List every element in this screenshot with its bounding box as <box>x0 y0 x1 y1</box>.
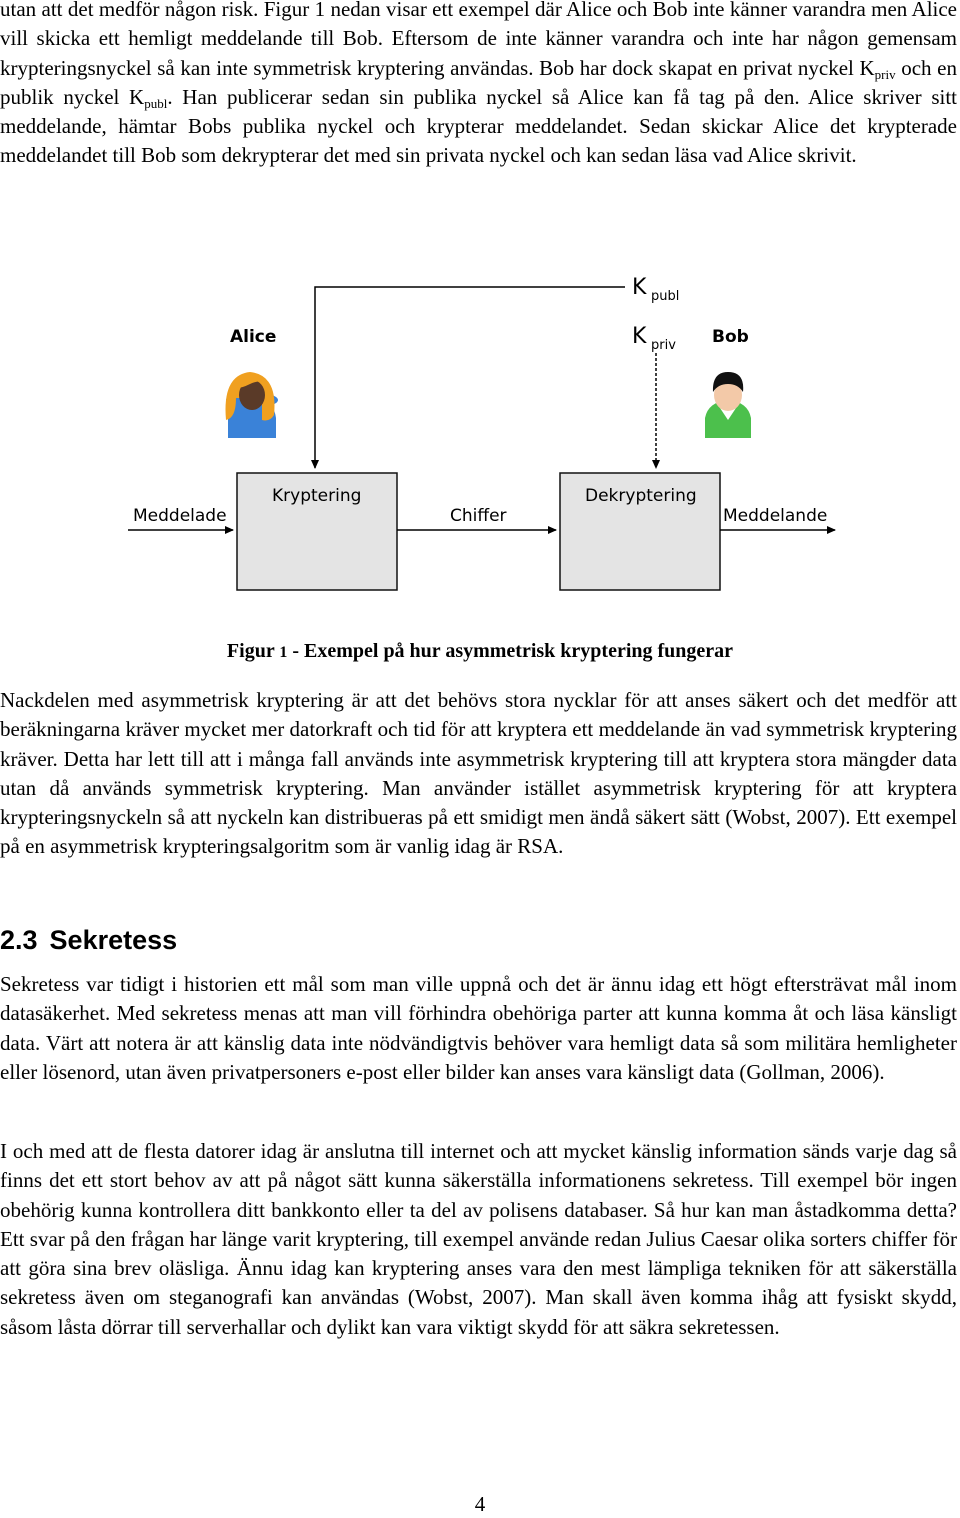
svg-text:priv: priv <box>651 338 676 353</box>
bob-label: Bob <box>712 327 749 347</box>
intro-paragraph: utan att det medför någon risk. Figur 1 nedan visar ett exempel där Alice och Bob inte känner varandra men Alice vill skicka ett hemligt meddelande till Bob. Eftersom de inte känner varandra och inte har någon gemensam krypteringsnyckel så kan inte symmetrisk kryptering användas. Bob har dock skapat en privat nyckel $K_{priv}$ och en publik nyckel $K_{publ}$. Han publicerar sedan sin publika nyckel så Alice kan få tag på den. Alice skriver sitt meddelande, hämtar Bobs publika nyckel och krypterar meddelandet. Sedan skickar Alice det krypterade meddelandet till Bob som dekrypterar det med sin privata nyckel och kan sedan läsa vad Alice skrivit. <box>0 0 957 168</box>
public-key-line <box>315 287 625 468</box>
figure-caption: Figur 1 - Exempel på hur asymmetrisk kryptering fungerar <box>226 640 734 662</box>
private-key-label <box>632 324 676 353</box>
svg-text:K: K <box>632 275 647 300</box>
output-label: Meddelande <box>723 506 828 526</box>
encrypt-label: Kryptering <box>272 486 362 506</box>
section-title: Sekretess <box>49 925 178 955</box>
cipher-label: Chiffer <box>450 506 507 526</box>
alice-label: Alice <box>230 327 277 347</box>
alice-avatar-icon <box>226 372 279 438</box>
paragraph-confidentiality: Sekretess var tidigt i historien ett mål som man ville uppnå och det är ännu idag ett högt eftersträvat mål inom datasäkerhet. Med sekretess menas att man vill förhindra obehöriga parter att kunna komma åt och läsa känsligt data. Värt att notera är att känslig data inte nödvändigtvis behöver vara hemligt data så som militära hemligheter eller lösenord, utan även privatpersoners e-post eller bilder kan anses vara känsligt data (Gollman, 2006). <box>0 972 957 1084</box>
bob-avatar-icon <box>705 372 751 438</box>
page-number: 4 <box>474 1492 486 1516</box>
svg-text:K: K <box>632 324 647 349</box>
section-heading <box>0 922 177 958</box>
svg-text:publ: publ <box>651 289 680 304</box>
input-label: Meddelade <box>133 506 227 526</box>
paragraph-drawbacks: Nackdelen med asymmetrisk kryptering är att det behövs stora nycklar för att anses säkert och det medför att beräkningarna kräver mycket mer datorkraft och tid för att kryptera ett meddelande än vad symmetrisk kryptering kräver. Detta har lett till att i många fall används inte asymmetrisk kryptering till att kryptera stora mängder data utan då används symmetrisk kryptering. Man använder istället asymmetrisk kryptering för att kryptera krypteringsnyckeln så att nyckeln kan distribueras på ett smidigt men ändå säkert sätt (Wobst, 2007). Ett exempel på en asymmetrisk krypteringsalgoritm som är vanlig idag är RSA. <box>0 688 957 859</box>
paragraph-internet: I och med att de flesta datorer idag är anslutna till internet och att mycket känslig information sänds varje dag så finns det ett stort behov av att på något sätt kunna säkerställa informationens sekretess. Till exempel bör ingen obehörig kunna kontrollera ditt bankkonto eller ta del av polisens databaser. Så hur kan man åstadkomma detta? Ett svar på den frågan har länge varit kryptering, till exempel använde redan Julius Caesar olika sorters chiffer för att göra sina brev oläsliga. Ännu idag kan kryptering anses vara den mest lämpliga tekniken för att säkerställa sekretess även om steganografi kan användas (Wobst, 2007). Man skall även komma ihåg att fysiskt skydd, såsom låsta dörrar till serverhallar och dylikt kan vara viktigt skydd för att säkra sekretessen. <box>0 1139 957 1339</box>
decrypt-label: Dekryptering <box>585 486 697 506</box>
public-key-label <box>632 275 679 304</box>
section-number: 2.3 <box>0 925 38 955</box>
asymmetric-encryption-diagram <box>0 250 960 620</box>
